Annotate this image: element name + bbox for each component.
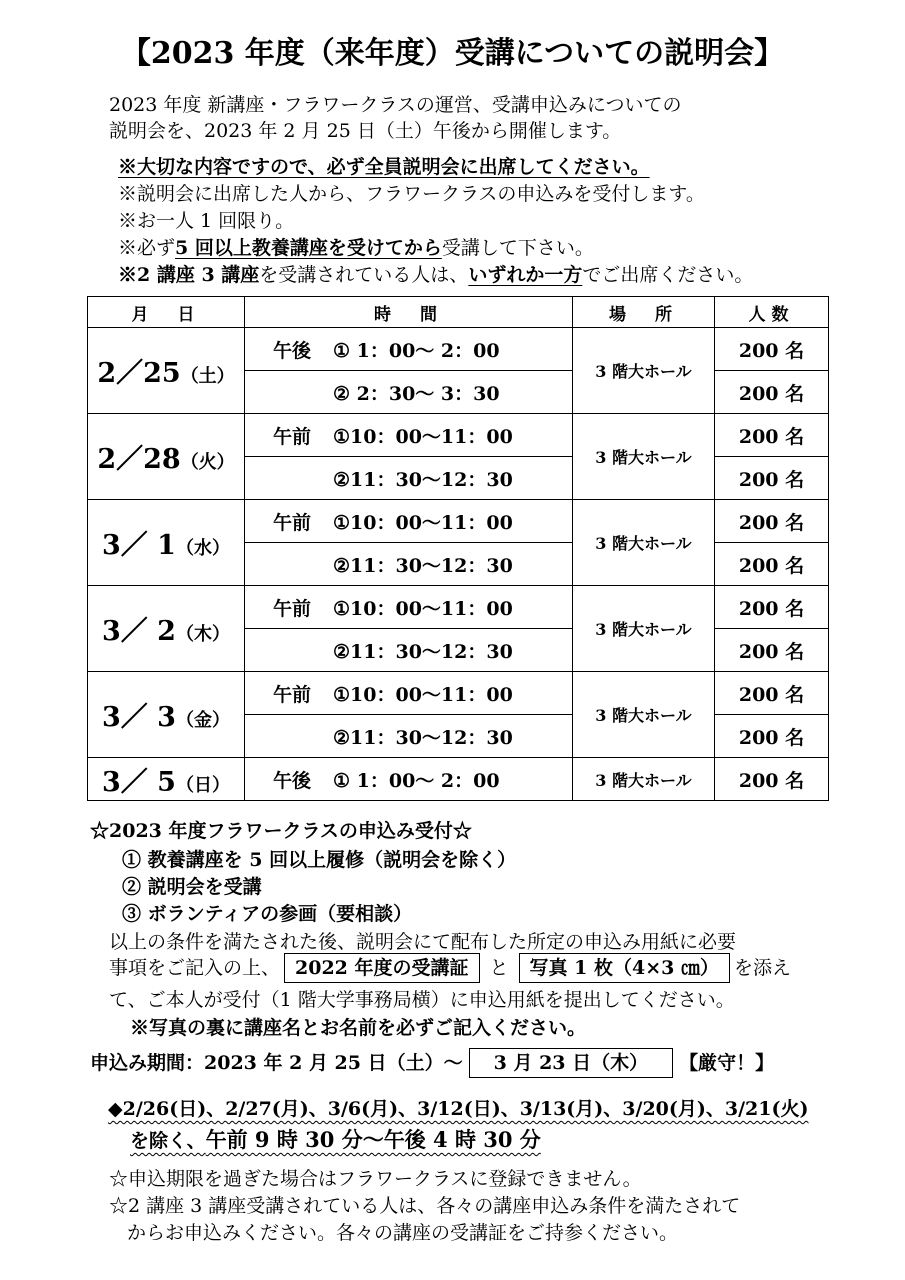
time-cell: 午後 ① 1：00〜 2：00 [245,328,573,371]
table-row [88,758,829,801]
count-cell: 200 名 [715,758,829,801]
excluded-dates [108,1094,808,1121]
time-cell: 午後 ① 1：00〜 2：00 [245,758,573,801]
office-hours-a: を除く、 [130,1130,206,1152]
flower-body-2b: と [489,957,509,979]
place-cell: 3 階大ホール [573,328,715,414]
count-cell: 200 名 [715,371,829,414]
count-cell: 200 名 [715,629,829,672]
note-five-a: ※必ず [118,237,176,259]
time-cell: 午前 ①10：00〜11：00 [245,414,573,457]
note-multi-b: を受講されている人は、 [259,264,469,286]
count-cell: 200 名 [715,500,829,543]
time-cell: ②11：30〜12：30 [245,543,573,586]
time-cell: 午前 ①10：00〜11：00 [245,586,573,629]
license-box: 2022 年度の受講証 [284,953,480,983]
header-time: 時 間 [245,297,573,328]
date-cell: 3／ 5（日） [88,758,245,801]
place-cell: 3 階大ホール [573,758,715,801]
photo-box: 写真 1 枚（4×3 ㎝） [519,953,730,983]
note-once-only: ※お一人 1 回限り。 [118,210,295,232]
time-cell: 午前 ①10：00〜11：00 [245,672,573,715]
note-important-text: ※大切な内容ですので、必ず全員説明会に出席してください。 [118,156,650,178]
count-cell: 200 名 [715,715,829,758]
excluded-dates-text: ◆2/26(日)、2/27(月)、3/6(月)、3/12(日)、3/13(月)、3/20(月)、3/21(火) [108,1098,809,1120]
note-important [118,152,650,179]
page-title: 【2023 年度（来年度）受講についての説明会】 [120,36,785,71]
date-cell: 3／ 2（木） [88,586,245,672]
period-label: 申込み期間：2023 年 2 月 25 日（土）〜 [90,1052,463,1074]
time-cell: ② 2：30〜 3：30 [245,371,573,414]
place-cell: 3 階大ホール [573,672,715,758]
count-cell: 200 名 [715,586,829,629]
intro-line-1: 2023 年度 新講座・フラワークラスの運営、受講申込みについての [109,94,682,116]
table-header-row [88,297,829,328]
place-cell: 3 階大ホール [573,586,715,672]
place-cell: 3 階大ホール [573,500,715,586]
date-cell: 2／28（火） [88,414,245,500]
period-end-box: 3 月 23 日（木） [469,1048,674,1078]
table-row [88,328,829,371]
header-count: 人数 [715,297,829,328]
note-five-lectures [118,233,594,260]
count-cell: 200 名 [715,457,829,500]
count-cell: 200 名 [715,543,829,586]
application-period [90,1048,774,1078]
schedule-table [87,296,829,801]
flower-body-2a: 事項をご記入の上、 [109,957,281,979]
time-cell: 午前 ①10：00〜11：00 [245,500,573,543]
time-cell: ②11：30〜12：30 [245,629,573,672]
flower-body-2 [109,953,791,983]
header-date: 月 日 [88,297,245,328]
count-cell: 200 名 [715,328,829,371]
office-hours-b: 午前 9 時 30 分〜午後 4 時 30 分 [205,1127,541,1152]
date-cell: 3／ 3（金） [88,672,245,758]
table-row [88,414,829,457]
footer-note-1: ☆申込期限を過ぎた場合はフラワークラスに登録できません。 [109,1168,642,1190]
place-cell: 3 階大ホール [573,414,715,500]
table-row [88,586,829,629]
flower-heading: ☆2023 年度フラワークラスの申込み受付☆ [90,820,472,842]
note-multi-a: ※2 講座 3 講座 [118,264,260,286]
table-row [88,672,829,715]
date-cell: 3／ 1（水） [88,500,245,586]
office-hours [130,1124,541,1154]
footer-note-3: からお申込みください。各々の講座の受講証をご持参ください。 [127,1222,679,1244]
footer-note-2: ☆2 講座 3 講座受講されている人は、各々の講座申込み条件を満たされて [109,1195,741,1217]
time-cell: ②11：30〜12：30 [245,457,573,500]
intro-line-2: 説明会を、2023 年 2 月 25 日（土）午後から開催します。 [109,120,622,142]
photo-note: ※写真の裏に講座名とお名前を必ずご記入ください。 [130,1017,587,1039]
condition-1: ① 教養講座を 5 回以上履修（説明会を除く） [122,849,517,871]
period-strict: 【厳守！】 [679,1052,775,1074]
flower-body-2c: を添え [733,957,791,979]
condition-2: ② 説明会を受講 [122,876,262,898]
date-cell: 2／25（土） [88,328,245,414]
note-five-b: 5 回以上教養講座を受けてから [175,237,442,259]
note-five-c: 受講して下さい。 [441,237,594,259]
table-row [88,500,829,543]
count-cell: 200 名 [715,414,829,457]
time-cell: ②11：30〜12：30 [245,715,573,758]
note-reception-order: ※説明会に出席した人から、フラワークラスの申込みを受付します。 [118,183,705,205]
note-multi-c: いずれか一方 [468,264,583,286]
note-multi-d: でご出席ください。 [582,264,754,286]
flower-body-3: て、ご本人が受付（1 階大学事務局横）に申込用紙を提出してください。 [109,989,735,1011]
flower-body-1: 以上の条件を満たされた後、説明会にて配布した所定の申込み用紙に必要 [109,931,737,953]
condition-3: ③ ボランティアの参画（要相談） [122,903,413,925]
header-place: 場 所 [573,297,715,328]
count-cell: 200 名 [715,672,829,715]
note-multi-course [118,260,753,287]
